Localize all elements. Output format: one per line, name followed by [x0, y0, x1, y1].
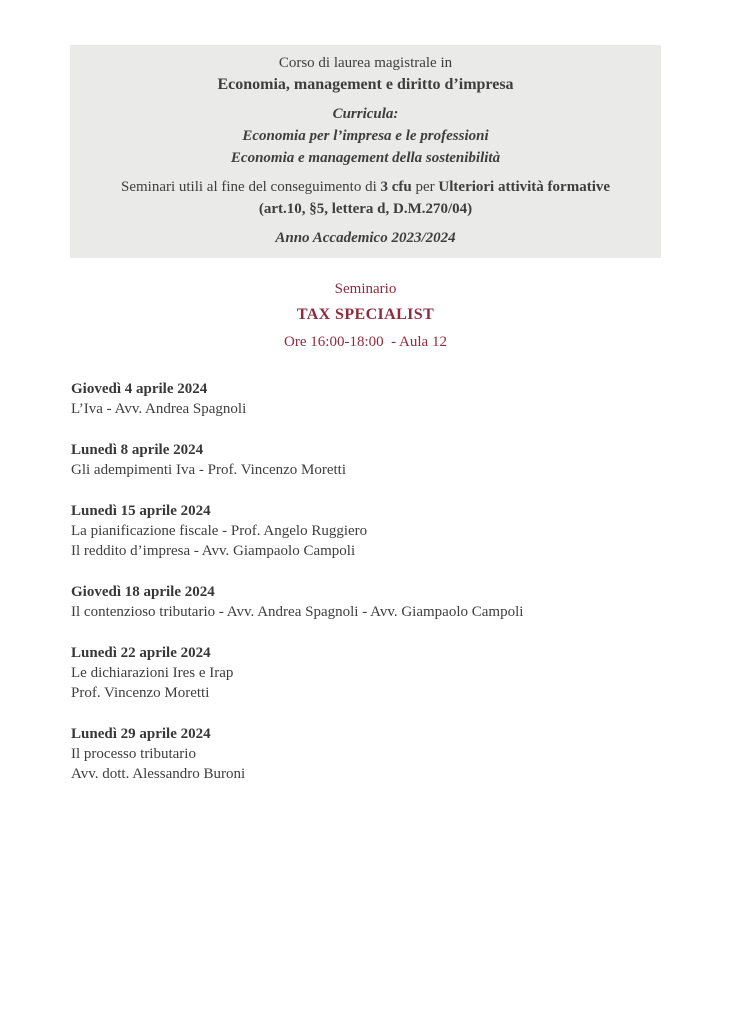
entry-line: L’Iva - Avv. Andrea Spagnoli — [71, 401, 247, 417]
entry-date: Lunedì 8 aprile 2024 — [71, 442, 204, 458]
degree-title: Economia, management e diritto d’impresa — [217, 76, 514, 93]
schedule-entry — [71, 643, 671, 703]
entry-date: Giovedì 18 aprile 2024 — [71, 584, 215, 600]
seminar-time-room: Ore 16:00-18:00 - Aula 12 — [284, 334, 447, 350]
seminar-schedule — [71, 379, 671, 805]
entry-line: Gli adempimenti Iva - Prof. Vincenzo Moretti — [71, 462, 347, 478]
course-header-box — [70, 45, 661, 258]
cfu-line — [80, 176, 651, 198]
schedule-entry — [71, 440, 671, 480]
entry-line: Il processo tributario — [71, 746, 196, 762]
entry-line: Il contenzioso tributario - Avv. Andrea Spagnoli - Avv. Giampaolo Campoli — [71, 604, 524, 620]
entry-date: Lunedì 22 aprile 2024 — [71, 645, 211, 661]
entry-date: Lunedì 15 aprile 2024 — [71, 503, 211, 519]
entry-date: Giovedì 4 aprile 2024 — [71, 381, 208, 397]
law-reference: (art.10, §5, lettera d, D.M.270/04) — [258, 201, 473, 217]
cfu-middle: per — [411, 179, 439, 195]
entry-line: Le dichiarazioni Ires e Irap — [71, 665, 234, 681]
curriculum-2: Economia e management della sostenibilità — [230, 150, 501, 166]
entry-line: Avv. dott. Alessandro Buroni — [71, 766, 246, 782]
seminar-title: TAX SPECIALIST — [296, 306, 435, 323]
schedule-entry — [71, 501, 671, 561]
schedule-entry — [71, 582, 671, 622]
curricula-label: Curricula: — [332, 106, 399, 122]
entry-line: Prof. Vincenzo Moretti — [71, 685, 210, 701]
cfu-activity: Ulteriori attività formative — [438, 179, 611, 195]
seminar-heading-block — [70, 278, 661, 353]
course-type-line: Corso di laurea magistrale in — [278, 55, 453, 71]
schedule-entry — [71, 724, 671, 784]
curriculum-1: Economia per l’impresa e le professioni — [242, 128, 489, 144]
academic-year: Anno Accademico 2023/2024 — [275, 230, 456, 246]
entry-line: La pianificazione fiscale - Prof. Angelo Ruggiero — [71, 523, 368, 539]
cfu-prefix: Seminari utili al fine del conseguimento di — [120, 179, 381, 195]
entry-line: Il reddito d’impresa - Avv. Giampaolo Campoli — [71, 543, 356, 559]
schedule-entry — [71, 379, 671, 419]
seminar-label: Seminario — [334, 281, 397, 297]
cfu-amount: 3 cfu — [380, 179, 412, 195]
entry-date: Lunedì 29 aprile 2024 — [71, 726, 211, 742]
